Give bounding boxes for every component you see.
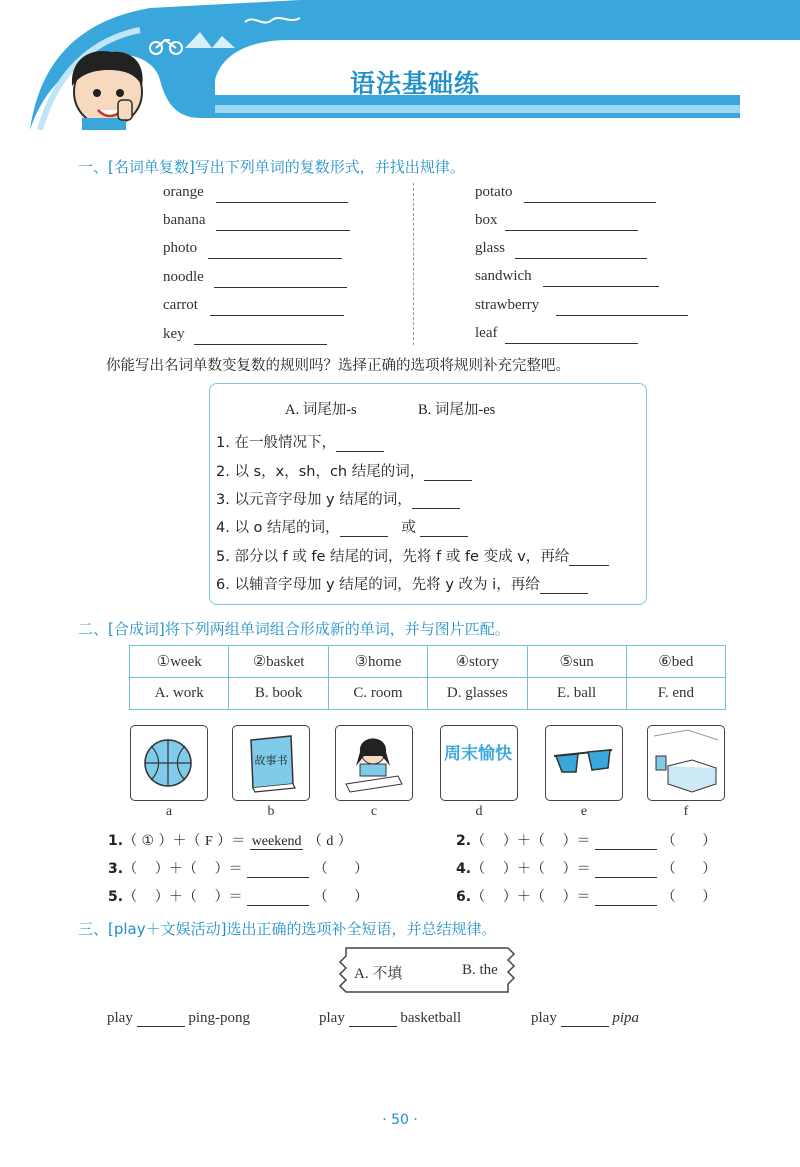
word-carrot: carrot bbox=[163, 297, 198, 313]
section3-option-a: A. 不填 bbox=[354, 966, 403, 982]
word-leaf: leaf bbox=[475, 325, 498, 341]
storybook-icon bbox=[233, 726, 308, 799]
equation-2: 2.（ ）＋（ ）＝ （ ） bbox=[456, 833, 717, 849]
table-cell: C. room bbox=[328, 678, 427, 710]
table-cell: ③home bbox=[328, 646, 427, 678]
picture-label-e: e bbox=[580, 804, 588, 819]
table-row bbox=[130, 678, 726, 710]
answer-blank-noodle[interactable] bbox=[214, 269, 347, 288]
answer-blank-key[interactable] bbox=[194, 326, 327, 345]
picture-label-f: f bbox=[683, 804, 689, 819]
answer-blank-orange[interactable] bbox=[216, 184, 348, 203]
word-sandwich: sandwich bbox=[475, 268, 532, 284]
phrase-3-blank[interactable] bbox=[561, 1012, 609, 1027]
page-title: 语法基础练 bbox=[349, 69, 480, 98]
rule-4-blank-b[interactable] bbox=[420, 522, 468, 537]
word-strawberry: strawberry bbox=[475, 297, 540, 313]
rule-4: 4. 以 o 结尾的词， 或 bbox=[216, 516, 468, 537]
table-row bbox=[130, 646, 726, 678]
equation-6-blank[interactable] bbox=[595, 891, 657, 906]
svg-text:周末愉快: 周末愉快 bbox=[444, 744, 512, 764]
word-glass: glass bbox=[475, 240, 505, 256]
table-cell: ⑤sun bbox=[527, 646, 626, 678]
girl-doing-homework-icon bbox=[336, 726, 411, 799]
picture-label-b: b bbox=[267, 804, 275, 819]
answer-blank-photo[interactable] bbox=[208, 240, 342, 259]
equation-3: 3.（ ）＋（ ）＝ （ ） bbox=[108, 861, 369, 877]
phrase-3: play pipa bbox=[531, 1010, 639, 1026]
picture-f bbox=[647, 725, 725, 801]
picture-d bbox=[440, 725, 518, 801]
answer-blank-leaf[interactable] bbox=[505, 325, 638, 344]
equation-6: 6.（ ）＋（ ）＝ （ ） bbox=[456, 889, 717, 905]
table-cell: ④story bbox=[428, 646, 527, 678]
bedroom-icon bbox=[648, 726, 723, 799]
answer-blank-strawberry[interactable] bbox=[556, 297, 688, 316]
boy-thumbs-up-icon bbox=[72, 51, 143, 130]
answer-blank-box[interactable] bbox=[505, 212, 638, 231]
phrase-1-blank[interactable] bbox=[137, 1012, 185, 1027]
rule-5: 5. 部分以 f 或 fe 结尾的词，先将 f 或 fe 变成 v，再给 bbox=[216, 545, 609, 566]
section3-option-b: B. the bbox=[462, 962, 498, 978]
word-noodle: noodle bbox=[163, 269, 204, 285]
table-cell: B. book bbox=[229, 678, 328, 710]
picture-label-c: c bbox=[370, 804, 378, 819]
table-cell: ②basket bbox=[229, 646, 328, 678]
answer-blank-glass[interactable] bbox=[515, 240, 647, 259]
rule-3-blank[interactable] bbox=[412, 494, 460, 509]
picture-label-a: a bbox=[165, 804, 173, 819]
equation-1: 1.（ ① ）＋（ F ）＝ weekend （ d ） bbox=[108, 833, 352, 849]
word-potato: potato bbox=[475, 184, 513, 200]
equation-4: 4.（ ）＋（ ）＝ （ ） bbox=[456, 861, 717, 877]
rule-3: 3. 以元音字母加 y 结尾的词， bbox=[216, 488, 460, 509]
sunglasses-icon bbox=[546, 726, 621, 799]
word-banana: banana bbox=[163, 212, 206, 228]
phrase-1: play ping-pong bbox=[107, 1010, 250, 1026]
word-photo: photo bbox=[163, 240, 198, 256]
basketball-icon bbox=[131, 726, 206, 799]
rule-2-blank[interactable] bbox=[424, 466, 472, 481]
equation-2-blank[interactable] bbox=[595, 835, 657, 850]
picture-e bbox=[545, 725, 623, 801]
phrase-2: play basketball bbox=[319, 1010, 462, 1026]
equation-5-blank[interactable] bbox=[247, 891, 309, 906]
picture-label-d: d bbox=[475, 804, 483, 819]
word-key: key bbox=[163, 326, 185, 342]
option-a: A. 词尾加-s bbox=[285, 402, 357, 418]
answer-blank-banana[interactable] bbox=[216, 212, 350, 231]
table-cell: D. glasses bbox=[428, 678, 527, 710]
word-box: box bbox=[475, 212, 498, 228]
rule-1-blank[interactable] bbox=[336, 437, 384, 452]
table-cell: E. ball bbox=[527, 678, 626, 710]
section1-title: 一、[名词单复数]写出下列单词的复数形式，并找出规律。 bbox=[78, 158, 465, 176]
table-cell: ⑥bed bbox=[626, 646, 725, 678]
rule-5-blank[interactable] bbox=[569, 551, 609, 566]
rule-6: 6. 以辅音字母加 y 结尾的词，先将 y 改为 i，再给 bbox=[216, 573, 588, 594]
picture-b bbox=[232, 725, 310, 801]
rule-4-blank-a[interactable] bbox=[340, 522, 388, 537]
section3-title: 三、[play＋文娱活动]选出正确的选项补全短语，并总结规律。 bbox=[78, 920, 497, 938]
picture-a bbox=[130, 725, 208, 801]
rule-2: 2. 以 s，x，sh，ch 结尾的词， bbox=[216, 460, 472, 481]
answer-blank-carrot[interactable] bbox=[210, 297, 344, 316]
rules-question: 你能写出名词单数变复数的规则吗？选择正确的选项将规则补充完整吧。 bbox=[106, 358, 570, 374]
column-divider bbox=[413, 183, 414, 345]
picture-c bbox=[335, 725, 413, 801]
answer-blank-potato[interactable] bbox=[524, 184, 656, 203]
equation-5: 5.（ ）＋（ ）＝ （ ） bbox=[108, 889, 369, 905]
section2-title: 二、[合成词]将下列两组单词组合形成新的单词，并与图片匹配。 bbox=[78, 620, 510, 638]
rule-6-blank[interactable] bbox=[540, 579, 588, 594]
table-cell: F. end bbox=[626, 678, 725, 710]
compound-word-table bbox=[129, 645, 726, 710]
page-number: · 50 · bbox=[382, 1112, 418, 1128]
svg-text:故事书: 故事书 bbox=[254, 754, 288, 767]
table-cell: A. work bbox=[130, 678, 229, 710]
weekend-happy-icon bbox=[441, 726, 516, 799]
equation-4-blank[interactable] bbox=[595, 863, 657, 878]
word-orange: orange bbox=[163, 184, 204, 200]
phrase-2-blank[interactable] bbox=[349, 1012, 397, 1027]
table-cell: ①week bbox=[130, 646, 229, 678]
rule-1: 1. 在一般情况下， bbox=[216, 431, 384, 452]
answer-blank-sandwich[interactable] bbox=[543, 268, 659, 287]
equation-3-blank[interactable] bbox=[247, 863, 309, 878]
option-b: B. 词尾加-es bbox=[418, 402, 496, 418]
